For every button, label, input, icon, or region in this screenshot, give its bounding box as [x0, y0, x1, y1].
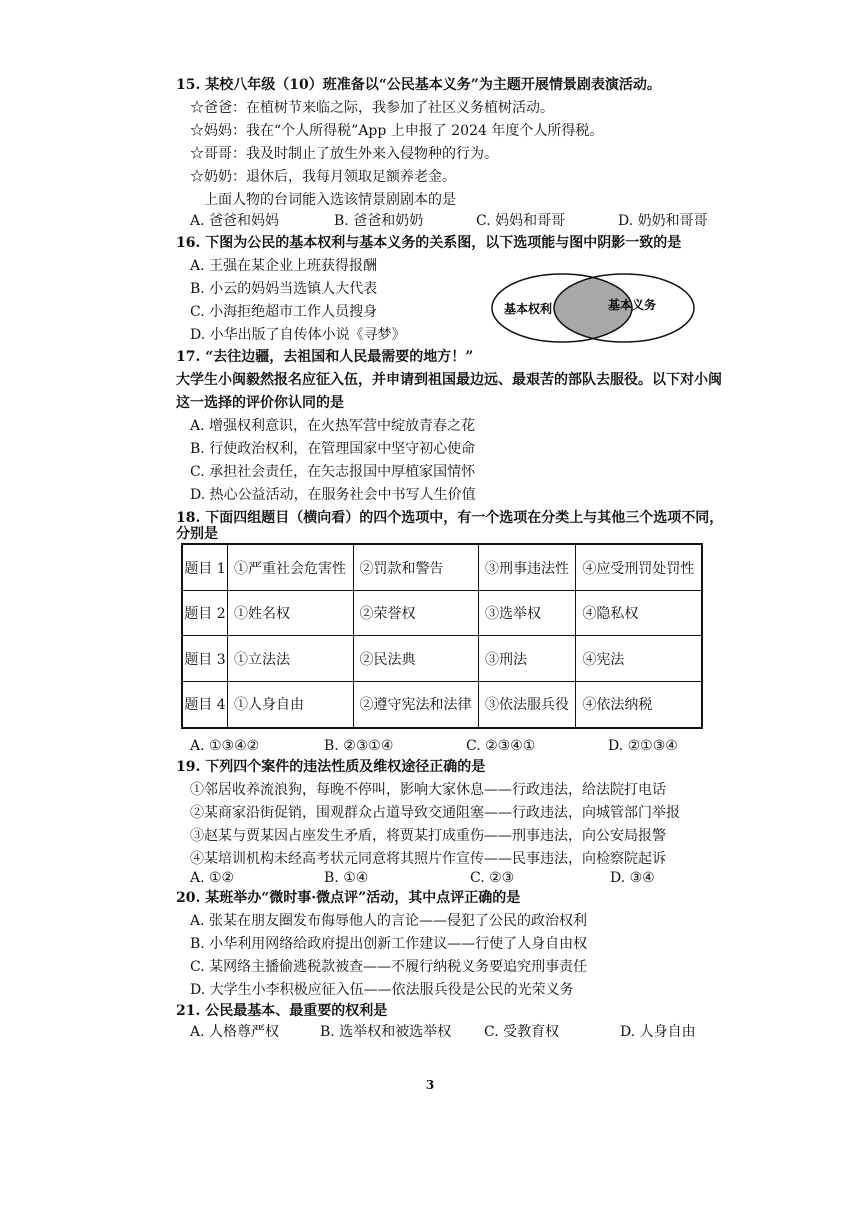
page-number: 3 — [425, 1078, 435, 1092]
table-row-header: 题目 1 — [182, 544, 228, 591]
q16-option-d: D. 小华出版了自传体小说《寻梦》 — [190, 327, 406, 343]
table-row — [182, 591, 702, 636]
q21-stem: 21. 公民最基本、最重要的权利是 — [176, 1003, 388, 1019]
table-cell: ④宪法 — [576, 636, 702, 681]
q19-option-c: C. ②③ — [470, 870, 515, 886]
q18-stem-2: 分别是 — [176, 526, 218, 542]
venn-left-label: 基本权利 — [504, 302, 553, 316]
table-cell: ③刑事违法性 — [479, 544, 576, 591]
q18-option-d: D. ②①③④ — [608, 738, 678, 754]
q19-option-d: D. ③④ — [610, 870, 655, 886]
table-row — [182, 636, 702, 681]
q20-option-a: A. 张某在朋友圈发布侮辱他人的言论——侵犯了公民的政治权利 — [190, 913, 588, 929]
q19-line-2: ②某商家沿街促销，围观群众占道导致交通阻塞——行政违法，向城管部门举报 — [190, 805, 680, 821]
q19-stem: 19. 下列四个案件的违法性质及维权途径正确的是 — [176, 759, 486, 775]
q15-option-a: A. 爸爸和妈妈 — [190, 213, 280, 229]
table-cell: ②荣誉权 — [353, 591, 479, 636]
q17-stem-3: 这一选择的评价你认同的是 — [176, 395, 344, 411]
q16-option-a: A. 王强在某企业上班获得报酬 — [190, 258, 378, 274]
q17-option-c: C. 承担社会责任，在矢志报国中厚植家国情怀 — [190, 464, 476, 480]
q19-line-1: ①邻居收养流浪狗，每晚不停叫，影响大家休息——行政违法，给法院打电话 — [190, 782, 666, 798]
q15-line-1: ☆爸爸：在植树节来临之际，我参加了社区义务植树活动。 — [190, 100, 554, 116]
q20-option-d: D. 大学生小李积极应征入伍——依法服兵役是公民的光荣义务 — [190, 982, 574, 998]
table-cell: ④隐私权 — [576, 591, 702, 636]
table-row-header: 题目 2 — [182, 591, 228, 636]
q15-option-c: C. 妈妈和哥哥 — [476, 213, 566, 229]
q18-option-c: C. ②③④① — [466, 738, 536, 754]
q16-option-c: C. 小海拒绝超市工作人员搜身 — [190, 304, 378, 320]
q17-option-a: A. 增强权利意识，在火热军营中绽放青春之花 — [190, 418, 476, 434]
q17-stem-1: 17. “去往边疆，去祖国和人民最需要的地方！” — [176, 349, 474, 365]
table-cell: ①立法法 — [228, 636, 354, 681]
q21-option-c: C. 受教育权 — [484, 1024, 560, 1040]
q15-option-b: B. 爸爸和奶奶 — [334, 213, 424, 229]
q21-option-a: A. 人格尊严权 — [190, 1024, 280, 1040]
q17-option-d: D. 热心公益活动，在服务社会中书写人生价值 — [190, 487, 476, 503]
q17-option-b: B. 行使政治权利，在管理国家中坚守初心使命 — [190, 441, 476, 457]
table-cell: ③选举权 — [479, 591, 576, 636]
table-cell: ②遵守宪法和法律 — [353, 681, 479, 728]
table-cell: ①人身自由 — [228, 681, 354, 728]
table-cell: ③刑法 — [479, 636, 576, 681]
q19-option-a: A. ①② — [190, 870, 235, 886]
table-cell: ②罚款和警告 — [353, 544, 479, 591]
q19-line-4: ④某培训机构未经高考状元同意将其照片作宣传——民事违法，向检察院起诉 — [190, 851, 666, 867]
q21-option-d: D. 人身自由 — [620, 1024, 696, 1040]
q20-option-c: C. 某网络主播偷逃税款被查——不履行纳税义务要追究刑事责任 — [190, 959, 588, 975]
q15-question: 上面人物的台词能入选该情景剧剧本的是 — [204, 192, 456, 208]
q19-option-b: B. ①④ — [324, 870, 369, 886]
q20-stem: 20. 某班举办“微时事·微点评”活动，其中点评正确的是 — [176, 890, 521, 906]
table-cell: ①姓名权 — [228, 591, 354, 636]
q17-stem-2: 大学生小闽毅然报名应征入伍，并申请到祖国最边远、最艰苦的部队去服役。以下对小闽 — [176, 372, 722, 388]
table-cell: ③依法服兵役 — [479, 681, 576, 728]
table-cell: ④应受刑罚处罚性 — [576, 544, 702, 591]
q21-option-b: B. 选举权和被选举权 — [320, 1024, 452, 1040]
q20-option-b: B. 小华利用网络给政府提出创新工作建议——行使了人身自由权 — [190, 936, 588, 952]
table-cell: ①严重社会危害性 — [228, 544, 354, 591]
q18-table — [181, 543, 703, 729]
venn-right-label: 基本义务 — [608, 298, 657, 312]
table-row-header: 题目 3 — [182, 636, 228, 681]
q18-option-b: B. ②③①④ — [324, 738, 394, 754]
q15-line-3: ☆哥哥：我及时制止了放生外来入侵物种的行为。 — [190, 146, 498, 162]
venn-diagram — [490, 272, 696, 344]
q16-stem: 16. 下图为公民的基本权利与基本义务的关系图，以下选项能与图中阴影一致的是 — [176, 235, 682, 251]
q18-stem-1: 18. 下面四组题目（横向看）的四个选项中，有一个选项在分类上与其他三个选项不同， — [176, 510, 724, 526]
table-cell: ④依法纳税 — [576, 681, 702, 728]
table-row — [182, 681, 702, 728]
q18-option-a: A. ①③④② — [190, 738, 260, 754]
q15-line-4: ☆奶奶：退休后，我每月领取足额养老金。 — [190, 169, 456, 185]
table-row-header: 题目 4 — [182, 681, 228, 728]
q16-option-b: B. 小云的妈妈当选镇人大代表 — [190, 281, 378, 297]
table-row — [182, 544, 702, 591]
q19-line-3: ③赵某与贾某因占座发生矛盾，将贾某打成重伤——刑事违法，向公安局报警 — [190, 828, 666, 844]
q15-line-2: ☆妈妈：我在“个人所得税”App 上申报了 2024 年度个人所得税。 — [190, 123, 604, 139]
q15-stem: 15. 某校八年级（10）班准备以“公民基本义务”为主题开展情景剧表演活动。 — [176, 77, 661, 93]
table-cell: ②民法典 — [353, 636, 479, 681]
q15-option-d: D. 奶奶和哥哥 — [618, 213, 708, 229]
